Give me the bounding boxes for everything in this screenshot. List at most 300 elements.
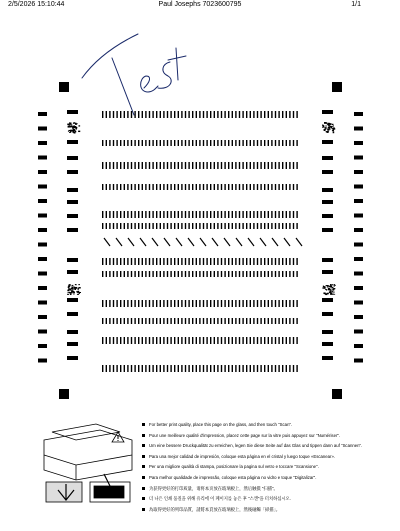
band-line bbox=[106, 271, 107, 277]
band-line bbox=[203, 258, 204, 265]
band-line bbox=[228, 111, 229, 118]
band-line bbox=[127, 111, 128, 118]
inner-mark bbox=[322, 188, 333, 192]
band-line bbox=[185, 184, 186, 190]
band-line bbox=[116, 162, 117, 169]
band-line bbox=[293, 318, 294, 324]
band-line bbox=[116, 184, 117, 190]
side-mark bbox=[38, 257, 47, 261]
band-line bbox=[181, 337, 182, 344]
band-line bbox=[170, 211, 171, 218]
band-line bbox=[278, 271, 279, 277]
band-line bbox=[160, 337, 161, 344]
band-line bbox=[264, 318, 265, 324]
band-line bbox=[131, 184, 132, 190]
band-line bbox=[138, 318, 139, 324]
band-line bbox=[109, 337, 110, 344]
list-item: For better print quality, place this page on the glass, and then touch "Scan". bbox=[142, 420, 392, 431]
band-line bbox=[113, 162, 114, 169]
band-line bbox=[293, 271, 294, 277]
band-line bbox=[224, 111, 225, 118]
band-line bbox=[242, 365, 243, 372]
band-line bbox=[167, 111, 168, 118]
band-line bbox=[275, 337, 276, 344]
band-line bbox=[271, 337, 272, 344]
band-line bbox=[196, 300, 197, 307]
band-line bbox=[286, 184, 287, 190]
band-line bbox=[124, 223, 125, 229]
band-line bbox=[196, 184, 197, 190]
band-line bbox=[217, 258, 218, 265]
band-line bbox=[124, 140, 125, 146]
band-line bbox=[196, 211, 197, 218]
band-line bbox=[113, 318, 114, 324]
band-line bbox=[160, 162, 161, 169]
handwritten-test-signature bbox=[82, 34, 186, 115]
band-line bbox=[217, 140, 218, 146]
band-line bbox=[170, 140, 171, 146]
noise-dot bbox=[70, 124, 72, 125]
inner-mark bbox=[322, 214, 333, 218]
band-line bbox=[109, 258, 110, 265]
band-line bbox=[289, 318, 290, 324]
diagonal-mark bbox=[176, 238, 182, 246]
band-line bbox=[149, 258, 150, 265]
band-line bbox=[170, 365, 171, 372]
band-line bbox=[268, 318, 269, 324]
band-line bbox=[113, 365, 114, 372]
noise-dot bbox=[326, 289, 327, 290]
band-line bbox=[203, 162, 204, 169]
band-line bbox=[296, 162, 297, 169]
band-line bbox=[149, 162, 150, 169]
band-line bbox=[214, 223, 215, 229]
band-line bbox=[109, 271, 110, 277]
band-line bbox=[178, 111, 179, 118]
band-line bbox=[217, 365, 218, 372]
band-line bbox=[163, 211, 164, 218]
band-line bbox=[228, 271, 229, 277]
band-line bbox=[149, 318, 150, 324]
band-line bbox=[221, 184, 222, 190]
noise-dot bbox=[332, 126, 333, 127]
band-line bbox=[260, 111, 261, 118]
band-line bbox=[163, 140, 164, 146]
inner-mark bbox=[322, 270, 333, 274]
band-line bbox=[178, 318, 179, 324]
side-mark bbox=[38, 272, 47, 276]
band-line bbox=[152, 223, 153, 229]
inner-mark bbox=[322, 312, 333, 316]
band-line bbox=[131, 162, 132, 169]
inner-mark bbox=[322, 298, 333, 302]
inner-mark bbox=[67, 214, 78, 218]
band-line bbox=[106, 211, 107, 218]
inner-mark bbox=[322, 110, 333, 114]
band-line bbox=[181, 318, 182, 324]
band-line bbox=[239, 271, 240, 277]
band-line bbox=[282, 223, 283, 229]
band-line bbox=[296, 211, 297, 218]
band-line bbox=[210, 300, 211, 307]
band-line bbox=[149, 300, 150, 307]
band-line bbox=[264, 337, 265, 344]
band-line bbox=[217, 223, 218, 229]
band-line bbox=[163, 162, 164, 169]
band-line bbox=[152, 140, 153, 146]
band-line bbox=[264, 271, 265, 277]
band-line bbox=[203, 211, 204, 218]
band-line bbox=[246, 258, 247, 265]
noise-dot bbox=[323, 286, 325, 287]
band-line bbox=[106, 223, 107, 229]
band-line bbox=[296, 271, 297, 277]
band-line bbox=[127, 300, 128, 307]
band-line bbox=[199, 365, 200, 372]
band-line bbox=[116, 318, 117, 324]
band-line bbox=[185, 140, 186, 146]
noise-dot bbox=[328, 125, 330, 126]
band-line bbox=[253, 184, 254, 190]
band-line bbox=[134, 162, 135, 169]
noise-dot bbox=[324, 287, 326, 289]
band-line bbox=[239, 365, 240, 372]
band-line bbox=[253, 337, 254, 344]
band-line bbox=[239, 184, 240, 190]
band-line bbox=[127, 337, 128, 344]
band-line bbox=[221, 365, 222, 372]
list-item: Pour une meilleure qualité d'impression, placez cette page sur la vitre puis appuyez sur "Numériser". bbox=[142, 431, 392, 442]
side-mark bbox=[354, 315, 363, 319]
print-timestamp: 2/5/2026 15:10:44 bbox=[8, 1, 65, 8]
band-line bbox=[286, 300, 287, 307]
inner-mark bbox=[322, 228, 333, 232]
band-line bbox=[268, 223, 269, 229]
band-line bbox=[246, 111, 247, 118]
diagonal-mark bbox=[284, 238, 290, 246]
band-line bbox=[149, 223, 150, 229]
band-line bbox=[138, 337, 139, 344]
band-line bbox=[109, 223, 110, 229]
band-line bbox=[120, 300, 121, 307]
band-line bbox=[221, 300, 222, 307]
noise-dot bbox=[327, 131, 329, 132]
band-line bbox=[127, 140, 128, 146]
band-line bbox=[203, 318, 204, 324]
band-line bbox=[264, 258, 265, 265]
side-mark bbox=[354, 257, 363, 261]
band-line bbox=[116, 211, 117, 218]
inner-mark bbox=[322, 140, 333, 144]
band-line bbox=[232, 111, 233, 118]
diagonal-mark bbox=[224, 238, 230, 246]
band-line bbox=[217, 184, 218, 190]
noise-dot bbox=[322, 124, 323, 125]
band-line bbox=[181, 184, 182, 190]
band-line bbox=[260, 162, 261, 169]
band-line bbox=[257, 300, 258, 307]
band-line bbox=[131, 223, 132, 229]
noise-dot bbox=[332, 130, 334, 132]
band-line bbox=[286, 211, 287, 218]
band-line bbox=[109, 162, 110, 169]
band-line bbox=[260, 318, 261, 324]
band-line bbox=[286, 258, 287, 265]
band-line bbox=[199, 337, 200, 344]
band-line bbox=[206, 337, 207, 344]
noise-dot bbox=[330, 284, 331, 285]
band-line bbox=[106, 318, 107, 324]
band-line bbox=[206, 140, 207, 146]
noise-dot bbox=[334, 286, 335, 287]
noise-dot bbox=[328, 124, 330, 125]
band-line bbox=[116, 365, 117, 372]
band-line bbox=[228, 162, 229, 169]
band-line bbox=[239, 211, 240, 218]
band-line bbox=[185, 318, 186, 324]
band-line bbox=[271, 318, 272, 324]
band-line bbox=[102, 258, 103, 265]
band-line bbox=[296, 223, 297, 229]
band-line bbox=[293, 365, 294, 372]
list-item: Um eine bessere Druckqualität zu erreichen, legen Sie diese Seite auf das Glas und tippen dann auf "Scannen". bbox=[142, 441, 392, 452]
noise-dot bbox=[78, 287, 80, 288]
band-line bbox=[196, 258, 197, 265]
band-line bbox=[102, 223, 103, 229]
band-line bbox=[221, 162, 222, 169]
band-line bbox=[102, 318, 103, 324]
noise-dot bbox=[324, 122, 326, 124]
band-line bbox=[196, 337, 197, 344]
band-line bbox=[235, 318, 236, 324]
band-line bbox=[152, 258, 153, 265]
band-line bbox=[106, 300, 107, 307]
diagonal-mark bbox=[164, 238, 170, 246]
side-mark bbox=[38, 112, 47, 116]
band-line bbox=[260, 258, 261, 265]
band-line bbox=[131, 211, 132, 218]
band-line bbox=[178, 211, 179, 218]
band-line bbox=[116, 300, 117, 307]
band-line bbox=[163, 111, 164, 118]
band-line bbox=[224, 258, 225, 265]
band-line bbox=[206, 184, 207, 190]
band-line bbox=[160, 140, 161, 146]
band-line bbox=[102, 162, 103, 169]
band-line bbox=[167, 211, 168, 218]
band-line bbox=[152, 162, 153, 169]
band-line bbox=[271, 211, 272, 218]
band-line bbox=[293, 162, 294, 169]
inner-mark bbox=[322, 258, 333, 262]
band-line bbox=[253, 271, 254, 277]
band-line bbox=[116, 111, 117, 118]
band-line bbox=[167, 223, 168, 229]
band-line bbox=[278, 300, 279, 307]
band-line bbox=[278, 258, 279, 265]
noise-dot bbox=[327, 129, 329, 131]
band-line bbox=[131, 271, 132, 277]
band-line bbox=[156, 258, 157, 265]
noise-dot bbox=[76, 128, 77, 129]
band-line bbox=[210, 318, 211, 324]
band-line bbox=[138, 223, 139, 229]
band-line bbox=[275, 211, 276, 218]
band-line bbox=[235, 184, 236, 190]
band-line bbox=[196, 365, 197, 372]
band-line bbox=[235, 365, 236, 372]
band-line bbox=[289, 365, 290, 372]
band-line bbox=[206, 223, 207, 229]
band-line bbox=[214, 365, 215, 372]
band-line bbox=[174, 300, 175, 307]
band-line bbox=[138, 365, 139, 372]
band-line bbox=[124, 300, 125, 307]
side-mark bbox=[354, 344, 363, 348]
band-line bbox=[192, 271, 193, 277]
noise-dot bbox=[68, 131, 69, 132]
band-line bbox=[253, 223, 254, 229]
side-mark bbox=[38, 214, 47, 218]
band-line bbox=[178, 271, 179, 277]
band-line bbox=[188, 140, 189, 146]
band-line bbox=[253, 365, 254, 372]
band-line bbox=[138, 211, 139, 218]
band-line bbox=[163, 318, 164, 324]
band-line bbox=[134, 258, 135, 265]
noise-dot bbox=[329, 287, 331, 288]
side-mark bbox=[354, 228, 363, 232]
band-line bbox=[152, 318, 153, 324]
band-line bbox=[246, 211, 247, 218]
band-line bbox=[138, 300, 139, 307]
band-line bbox=[260, 365, 261, 372]
band-line bbox=[206, 318, 207, 324]
band-line bbox=[138, 140, 139, 146]
band-line bbox=[156, 162, 157, 169]
noise-dot bbox=[74, 132, 76, 134]
band-line bbox=[239, 111, 240, 118]
band-line bbox=[275, 223, 276, 229]
band-line bbox=[142, 162, 143, 169]
band-line bbox=[134, 211, 135, 218]
band-line bbox=[124, 258, 125, 265]
band-line bbox=[260, 337, 261, 344]
band-line bbox=[206, 162, 207, 169]
noise-dot bbox=[327, 285, 329, 286]
band-line bbox=[221, 223, 222, 229]
band-line bbox=[134, 318, 135, 324]
band-line bbox=[239, 223, 240, 229]
band-line bbox=[174, 184, 175, 190]
noise-dot bbox=[77, 291, 79, 292]
inner-mark bbox=[67, 140, 78, 144]
band-line bbox=[217, 111, 218, 118]
band-line bbox=[149, 271, 150, 277]
band-line bbox=[192, 140, 193, 146]
noise-dot bbox=[73, 129, 75, 131]
side-mark bbox=[38, 156, 47, 160]
band-line bbox=[271, 300, 272, 307]
band-line bbox=[275, 111, 276, 118]
band-line bbox=[170, 318, 171, 324]
noise-dot bbox=[329, 123, 331, 125]
band-line bbox=[124, 184, 125, 190]
list-item: Para una mejor calidad de impresión, coloque esta página en el cristal y luego toque «Escanear». bbox=[142, 452, 392, 463]
noise-dot bbox=[333, 292, 334, 293]
band-line bbox=[113, 211, 114, 218]
band-line bbox=[199, 258, 200, 265]
band-line bbox=[163, 223, 164, 229]
band-line bbox=[102, 337, 103, 344]
band-line bbox=[163, 337, 164, 344]
band-line bbox=[250, 162, 251, 169]
band-line bbox=[174, 111, 175, 118]
band-line bbox=[282, 184, 283, 190]
band-line bbox=[214, 184, 215, 190]
band-line bbox=[239, 337, 240, 344]
band-line bbox=[293, 140, 294, 146]
band-line bbox=[181, 258, 182, 265]
noise-dot bbox=[71, 294, 72, 295]
band-line bbox=[113, 258, 114, 265]
band-line bbox=[278, 365, 279, 372]
band-line bbox=[224, 337, 225, 344]
band-line bbox=[264, 365, 265, 372]
band-line bbox=[149, 111, 150, 118]
side-mark bbox=[354, 170, 363, 174]
band-line bbox=[250, 318, 251, 324]
band-line bbox=[224, 300, 225, 307]
band-line bbox=[124, 337, 125, 344]
side-mark bbox=[354, 185, 363, 189]
band-line bbox=[145, 140, 146, 146]
noise-dot bbox=[333, 131, 335, 133]
band-line bbox=[120, 223, 121, 229]
band-line bbox=[242, 318, 243, 324]
band-line bbox=[242, 111, 243, 118]
band-line bbox=[210, 337, 211, 344]
band-line bbox=[170, 271, 171, 277]
band-line bbox=[246, 365, 247, 372]
band-line bbox=[149, 211, 150, 218]
band-line bbox=[152, 337, 153, 344]
band-line bbox=[192, 365, 193, 372]
band-line bbox=[278, 337, 279, 344]
noise-dot bbox=[325, 293, 327, 295]
inner-mark bbox=[67, 298, 78, 302]
band-line bbox=[250, 111, 251, 118]
band-line bbox=[185, 162, 186, 169]
band-line bbox=[127, 223, 128, 229]
band-line bbox=[282, 271, 283, 277]
band-line bbox=[167, 140, 168, 146]
band-line bbox=[246, 300, 247, 307]
band-line bbox=[188, 111, 189, 118]
inner-mark bbox=[67, 156, 78, 160]
band-line bbox=[142, 140, 143, 146]
noise-dot bbox=[69, 122, 70, 123]
band-line bbox=[268, 140, 269, 146]
noise-dot bbox=[331, 291, 333, 292]
side-mark bbox=[354, 301, 363, 305]
band-line bbox=[124, 162, 125, 169]
band-line bbox=[131, 140, 132, 146]
noise-dot bbox=[73, 292, 75, 294]
band-line bbox=[253, 140, 254, 146]
band-line bbox=[120, 140, 121, 146]
band-line bbox=[160, 300, 161, 307]
